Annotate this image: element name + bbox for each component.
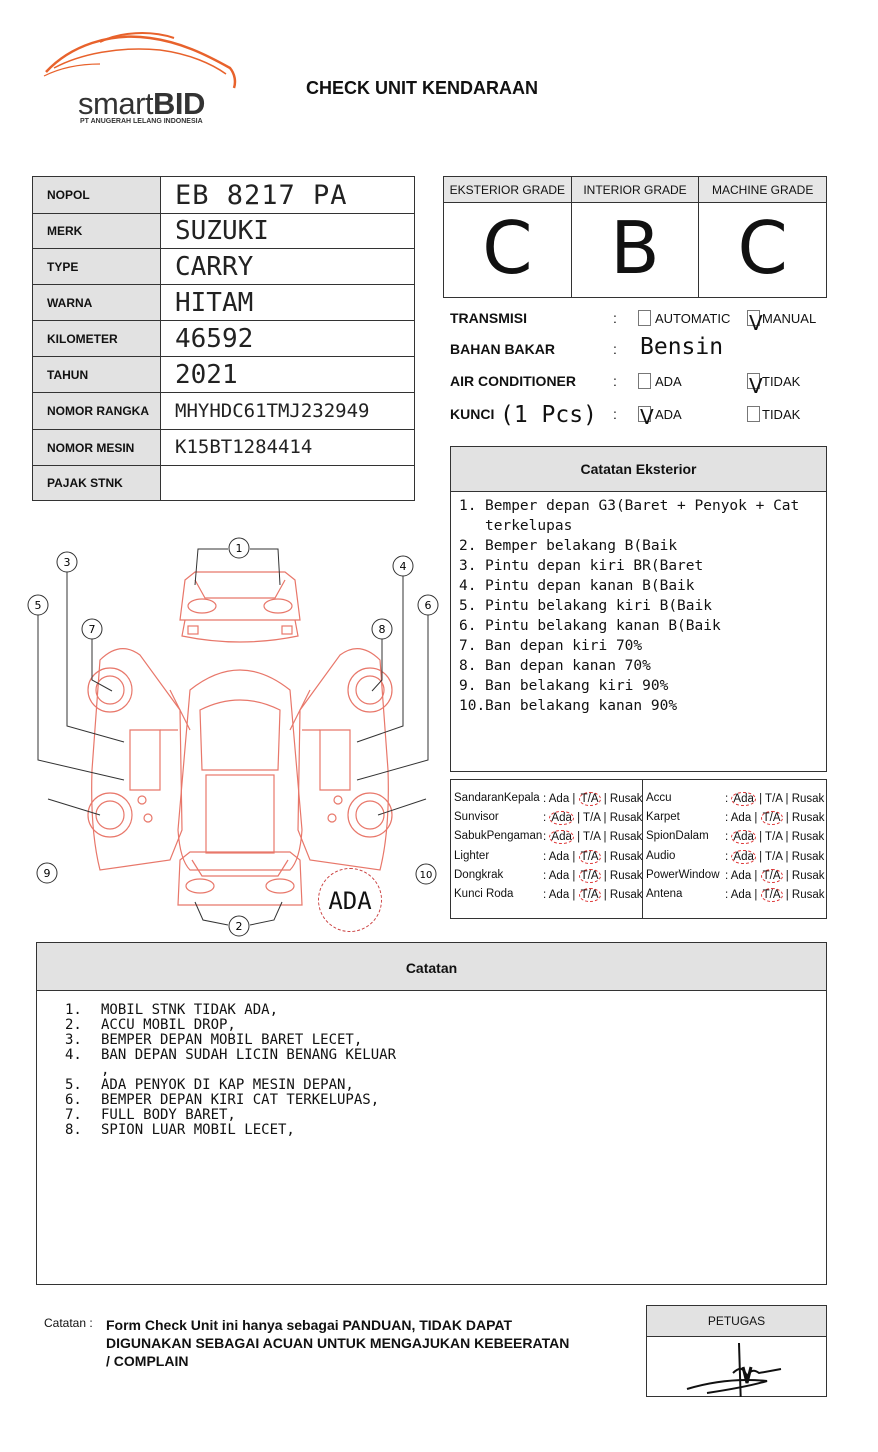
identity-row-pajak-stnk: [33, 466, 415, 501]
marker-7: [82, 619, 102, 639]
accessory-option-rusak[interactable]: Rusak: [609, 889, 643, 901]
catatan-text: BAN DEPAN SUDAH LICIN BENANG KELUAR: [101, 1047, 397, 1063]
marker-6-label: 6: [424, 599, 432, 612]
grade-panel: [443, 176, 827, 298]
catatan-panel: [36, 942, 827, 1285]
catatan-number: 4.: [65, 1047, 82, 1063]
catatan-text: BEMPER DEPAN MOBIL BARET LECET,: [101, 1032, 363, 1048]
accessory-name: PowerWindow: [646, 869, 720, 881]
exterior-notes-list: [451, 492, 826, 720]
accessory-option-ta[interactable]: T/A: [765, 831, 783, 843]
ada-stamp: ADA: [318, 868, 382, 932]
accessory-colon: :: [725, 812, 729, 824]
marker-1: [229, 538, 249, 558]
identity-row-nomor-rangka: [33, 393, 415, 430]
grade-interior: [572, 177, 700, 297]
catatan-text: FULL BODY BARET,: [101, 1107, 236, 1123]
exterior-note-number: 5.: [459, 598, 477, 614]
kunci-ada-label: ADA: [655, 407, 682, 422]
car-damage-diagram: [20, 530, 450, 940]
marker-10: [416, 864, 436, 884]
accessory-option-ada[interactable]: Ada: [730, 889, 752, 901]
accessory-colon: :: [725, 870, 729, 882]
identity-value: 2021: [161, 357, 415, 393]
identity-value: CARRY: [161, 249, 415, 285]
marker-5: [28, 595, 48, 615]
kunci-tidak-checkbox[interactable]: [747, 406, 760, 422]
accessory-colon: :: [725, 889, 729, 901]
exterior-note-text: Ban depan kiri 70%: [485, 638, 643, 654]
accessory-option-ada[interactable]: Ada: [548, 851, 570, 863]
exterior-note-text: Ban belakang kiri 90%: [485, 678, 669, 694]
kunci-tidak-label: TIDAK: [762, 407, 801, 422]
accessory-options: : Ada | T/A | Rusak: [725, 851, 825, 863]
marker-9: [37, 863, 57, 883]
identity-value: MHYHDC61TMJ232949: [161, 393, 415, 430]
marker-4: [393, 556, 413, 576]
accessory-options: : Ada | T/A | Rusak: [725, 793, 825, 805]
marker-4-label: 4: [399, 560, 407, 573]
car-outline: [88, 572, 392, 905]
exterior-note-item: [459, 696, 818, 716]
exterior-note-item: [459, 636, 818, 656]
ac-tidak-label: TIDAK: [762, 374, 801, 389]
ac-ada-label: ADA: [655, 374, 682, 389]
exterior-note-text: Ban belakang kanan 90%: [485, 698, 678, 714]
accessory-options: : Ada | T/A | Rusak: [543, 793, 643, 805]
marker-7-label: 7: [88, 623, 96, 636]
identity-label: NOPOL: [33, 177, 161, 214]
accessory-option-ta[interactable]: T/A: [765, 851, 783, 863]
exterior-note-item: [459, 536, 818, 556]
accessory-colon: :: [543, 851, 547, 863]
catatan-text: ADA PENYOK DI KAP MESIN DEPAN,: [101, 1077, 354, 1093]
grade-machine: [699, 177, 826, 297]
bahan-bakar-label: BAHAN BAKAR: [450, 341, 555, 357]
exterior-note-text: Ban depan kanan 70%: [485, 658, 651, 674]
accessory-options: : Ada | T/A | Rusak: [725, 831, 825, 843]
colon: :: [613, 310, 617, 326]
exterior-note-item: [459, 596, 818, 616]
accessory-option-ada[interactable]: Ada: [730, 812, 752, 824]
exterior-note-number: 6.: [459, 618, 477, 634]
catatan-text: ACCU MOBIL DROP,: [101, 1017, 236, 1033]
grade-value: C: [737, 206, 788, 290]
identity-value: SUZUKI: [161, 214, 415, 249]
accessory-option-ta[interactable]: T/A: [583, 812, 601, 824]
kunci-ada-check-mark: V: [640, 405, 654, 429]
identity-label: TYPE: [33, 249, 161, 285]
manual-option-label: MANUAL: [762, 311, 817, 326]
identity-row-tahun: [33, 357, 415, 393]
accessory-option-rusak[interactable]: Rusak: [609, 870, 643, 882]
accessory-option-ta[interactable]: T/A: [580, 793, 599, 805]
automatic-option-label: AUTOMATIC: [655, 311, 731, 326]
accessory-name: Sunvisor: [454, 811, 499, 823]
identity-value: K15BT1284414: [161, 430, 415, 466]
accessory-option-rusak[interactable]: Rusak: [609, 793, 643, 805]
marker-5-label: 5: [34, 599, 42, 612]
catatan-number: 8.: [65, 1122, 82, 1138]
accessory-option-ta[interactable]: T/A: [762, 889, 781, 901]
accessory-option-ada[interactable]: Ada: [548, 889, 570, 901]
accessory-colon: :: [543, 831, 547, 843]
accessory-options: : Ada | T/A | Rusak: [543, 870, 643, 882]
exterior-note-number: 3.: [459, 558, 477, 574]
marker-8-label: 8: [378, 623, 386, 636]
bahan-bakar-value: Bensin: [640, 334, 724, 360]
identity-row-nomor-mesin: [33, 430, 415, 466]
accessory-option-ada[interactable]: Ada: [733, 851, 754, 863]
exterior-note-item: [459, 496, 818, 536]
identity-row-merk: [33, 214, 415, 249]
identity-row-nopol: [33, 177, 415, 214]
identity-row-warna: [33, 285, 415, 321]
grade-exterior: [444, 177, 572, 297]
petugas-label: PETUGAS: [647, 1306, 826, 1337]
identity-label: WARNA: [33, 285, 161, 321]
accessory-name: Dongkrak: [454, 869, 504, 881]
kunci-count: (1 Pcs): [500, 402, 597, 428]
marker-3: [57, 552, 77, 572]
catatan-list: [37, 991, 826, 1138]
accessory-option-ada[interactable]: Ada: [733, 831, 754, 843]
accessory-options: : Ada | T/A | Rusak: [725, 812, 825, 824]
transmisi-label: TRANSMISI: [450, 310, 527, 326]
exterior-note-item: [459, 556, 818, 576]
exterior-notes-panel: [450, 446, 827, 772]
identity-label: NOMOR MESIN: [33, 430, 161, 466]
manual-check-mark: V: [749, 311, 763, 335]
accessory-options: : Ada | T/A | Rusak: [543, 851, 643, 863]
identity-label: TAHUN: [33, 357, 161, 393]
accessory-option-ta[interactable]: T/A: [580, 889, 599, 901]
accessory-option-rusak[interactable]: Rusak: [791, 793, 825, 805]
catatan-text: BEMPER DEPAN KIRI CAT TERKELUPAS,: [101, 1092, 380, 1108]
exterior-note-number: 9.: [459, 678, 477, 694]
catatan-item: [65, 1108, 826, 1123]
marker-2-label: 2: [235, 920, 243, 933]
grade-value: C: [482, 206, 533, 290]
marker-3-label: 3: [63, 556, 71, 569]
identity-row-type: [33, 249, 415, 285]
exterior-notes-title: Catatan Eksterior: [451, 447, 826, 492]
accessory-name: SpionDalam: [646, 830, 709, 842]
catatan-item: [65, 1048, 826, 1063]
catatan-item: [65, 1018, 826, 1033]
catatan-number: 3.: [65, 1032, 82, 1048]
catatan-item-continuation: ,: [101, 1062, 110, 1078]
catatan-number: 2.: [65, 1017, 82, 1033]
accessory-option-ta[interactable]: T/A: [580, 851, 599, 863]
accessory-name: Accu: [646, 792, 672, 804]
accessory-option-rusak[interactable]: Rusak: [791, 851, 825, 863]
accessory-options: : Ada | T/A | Rusak: [543, 831, 643, 843]
exterior-note-text: Pintu belakang kanan B(Baik: [485, 618, 721, 634]
logo-company: PT ANUGERAH LELANG INDONESIA: [80, 118, 203, 125]
exterior-note-text: Pintu belakang kiri B(Baik: [485, 598, 712, 614]
identity-value: 46592: [161, 321, 415, 357]
petugas-box: [646, 1305, 827, 1397]
exterior-note-item: [459, 576, 818, 596]
colon: :: [613, 373, 617, 389]
accessory-option-ada[interactable]: Ada: [551, 812, 572, 824]
accessory-name: Antena: [646, 888, 683, 900]
identity-row-kilometer: [33, 321, 415, 357]
catatan-item: [65, 1003, 826, 1018]
accessory-name: SabukPengaman: [454, 830, 543, 842]
exterior-note-number: 1.: [459, 498, 477, 514]
accessory-option-rusak[interactable]: Rusak: [791, 870, 825, 882]
catatan-item: [65, 1123, 826, 1138]
accessory-options: : Ada | T/A | Rusak: [543, 889, 643, 901]
marker-1-label: 1: [235, 542, 243, 555]
accessory-name: Kunci Roda: [454, 888, 514, 900]
identity-value: [161, 466, 415, 501]
grade-label: EKSTERIOR GRADE: [444, 177, 571, 203]
accessory-option-ada[interactable]: Ada: [733, 793, 754, 805]
accessory-option-ada[interactable]: Ada: [551, 831, 572, 843]
accessory-option-rusak[interactable]: Rusak: [609, 831, 643, 843]
exterior-note-number: 7.: [459, 638, 477, 654]
marker-2: [229, 916, 249, 936]
automatic-checkbox[interactable]: [638, 310, 651, 326]
accessory-option-rusak[interactable]: Rusak: [791, 831, 825, 843]
accessory-options: : Ada | T/A | Rusak: [725, 889, 825, 901]
footer-label: Catatan :: [44, 1316, 93, 1330]
catatan-item: [65, 1078, 826, 1093]
ac-tidak-check-mark: V: [749, 374, 763, 398]
accessory-options: : Ada | T/A | Rusak: [543, 812, 643, 824]
accessory-options: : Ada | T/A | Rusak: [725, 870, 825, 882]
catatan-item: [65, 1093, 826, 1108]
accessory-colon: :: [725, 851, 729, 863]
smartbid-logo: [40, 28, 240, 133]
accessory-option-ta[interactable]: T/A: [765, 793, 783, 805]
catatan-number: 1.: [65, 1002, 82, 1018]
accessory-option-rusak[interactable]: Rusak: [791, 812, 825, 824]
accessory-colon: :: [543, 793, 547, 805]
exterior-note-number: 2.: [459, 538, 477, 554]
marker-6: [418, 595, 438, 615]
accessory-name: Karpet: [646, 811, 680, 823]
accessory-name: SandaranKepala: [454, 792, 540, 804]
identity-table: [32, 176, 415, 501]
accessory-option-ada[interactable]: Ada: [548, 793, 570, 805]
exterior-note-number: 8.: [459, 658, 477, 674]
identity-label: PAJAK STNK: [33, 466, 161, 501]
footer-disclaimer: Form Check Unit ini hanya sebagai PANDUAN, TIDAK DAPAT DIGUNAKAN SEBAGAI ACUAN UNTUK MENGAJUKAN KEBEERATAN / COMPLAIN: [106, 1317, 570, 1369]
identity-label: KILOMETER: [33, 321, 161, 357]
catatan-text: SPION LUAR MOBIL LECET,: [101, 1122, 295, 1138]
accessory-option-ta[interactable]: T/A: [762, 812, 781, 824]
grade-label: INTERIOR GRADE: [572, 177, 699, 203]
exterior-note-item: [459, 616, 818, 636]
catatan-item: [65, 1033, 826, 1048]
catatan-title: Catatan: [37, 943, 826, 991]
exterior-note-item: [459, 676, 818, 696]
exterior-note-item: [459, 656, 818, 676]
accessory-option-rusak[interactable]: Rusak: [609, 812, 643, 824]
accessory-option-rusak[interactable]: Rusak: [791, 889, 825, 901]
marker-10-label: 10: [419, 870, 433, 881]
exterior-note-number: 10.: [459, 698, 486, 714]
grade-label: MACHINE GRADE: [699, 177, 826, 203]
catatan-number: 5.: [65, 1077, 82, 1093]
exterior-note-text: Bemper belakang B(Baik: [485, 538, 678, 554]
identity-label: NOMOR RANGKA: [33, 393, 161, 430]
grade-value: B: [610, 206, 660, 290]
catatan-number: 7.: [65, 1107, 82, 1123]
accessory-option-ada[interactable]: Ada: [730, 870, 752, 882]
exterior-note-text: Pintu depan kiri BR(Baret: [485, 558, 704, 574]
marker-8: [372, 619, 392, 639]
identity-label: MERK: [33, 214, 161, 249]
accessory-colon: :: [725, 831, 729, 843]
accessories-panel: [450, 779, 827, 919]
logo-wordmark: smartBID: [78, 86, 205, 121]
identity-value: EB 8217 PA: [161, 177, 415, 214]
accessory-option-ada[interactable]: Ada: [548, 870, 570, 882]
accessory-option-rusak[interactable]: Rusak: [609, 851, 643, 863]
catatan-number: 6.: [65, 1092, 82, 1108]
marker-9-label: 9: [43, 867, 51, 880]
ac-label: AIR CONDITIONER: [450, 373, 576, 389]
accessory-option-ta[interactable]: T/A: [583, 831, 601, 843]
accessory-option-ta[interactable]: T/A: [580, 870, 599, 882]
catatan-text: MOBIL STNK TIDAK ADA,: [101, 1002, 279, 1018]
accessory-option-ta[interactable]: T/A: [762, 870, 781, 882]
colon: :: [613, 406, 617, 422]
exterior-note-text: Pintu depan kanan B(Baik: [485, 578, 695, 594]
colon: :: [613, 341, 617, 357]
accessory-colon: :: [725, 793, 729, 805]
exterior-note-text: Bemper depan G3(Baret + Penyok + Cat terkelupas: [485, 498, 800, 534]
kunci-label: KUNCI: [450, 406, 495, 422]
accessory-colon: :: [543, 812, 547, 824]
accessory-colon: :: [543, 870, 547, 882]
accessory-colon: :: [543, 889, 547, 901]
ac-ada-checkbox[interactable]: [638, 373, 651, 389]
identity-value: HITAM: [161, 285, 415, 321]
exterior-note-number: 4.: [459, 578, 477, 594]
signature-image: [647, 1337, 828, 1397]
page-title: CHECK UNIT KENDARAAN: [306, 78, 538, 98]
accessory-name: Lighter: [454, 850, 490, 862]
accessory-name: Audio: [646, 850, 676, 862]
